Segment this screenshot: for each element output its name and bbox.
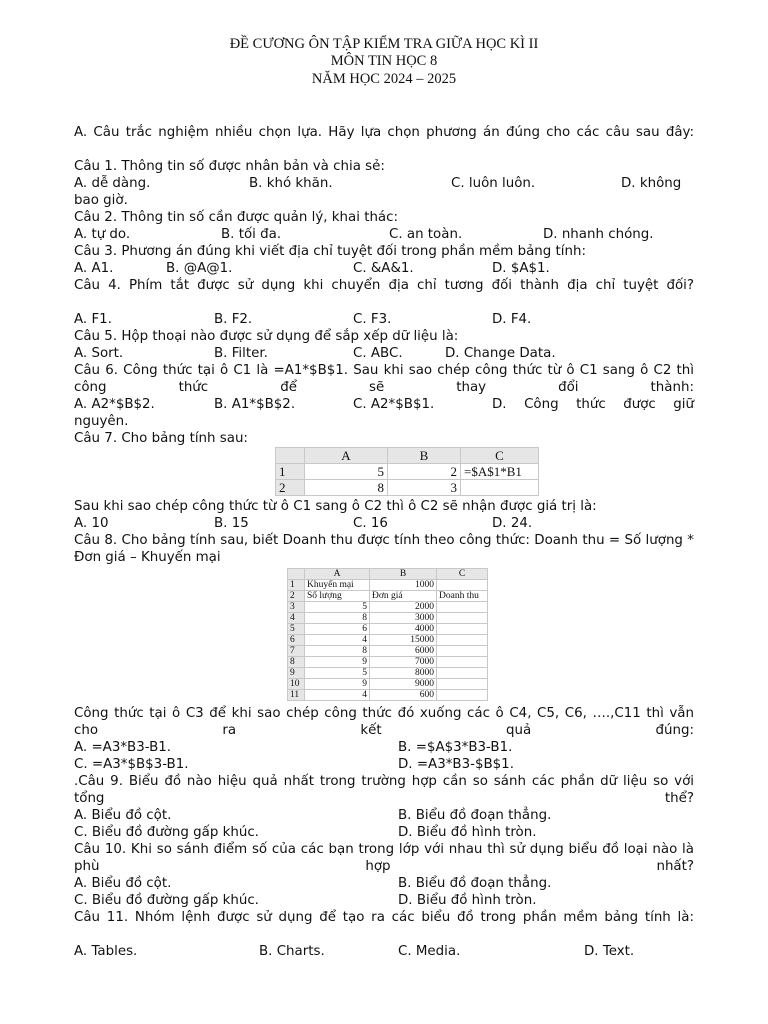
sheet1-col-c: C — [461, 448, 539, 464]
q2-option-b: B. tối đa. — [221, 227, 282, 242]
sheet2-row — [288, 635, 488, 646]
sheet2-cell: 4 — [305, 635, 370, 646]
sheet1-row-number: 2 — [276, 480, 305, 496]
q1-option-d: D. không — [621, 176, 682, 191]
sheet2-cell — [437, 624, 488, 635]
sheet2-row-number: 8 — [288, 657, 305, 668]
q6-option-a: A. A2*$B$2. — [74, 397, 155, 412]
sheet2-cell: 1000 — [370, 580, 437, 591]
sheet2-row — [288, 580, 488, 591]
sheet2-cell: 5 — [305, 602, 370, 613]
q5-option-d: D. Change Data. — [445, 346, 556, 361]
q11-option-d: D. Text. — [584, 944, 635, 959]
spreadsheet-q8 — [287, 568, 488, 701]
sheet2-row — [288, 668, 488, 679]
sheet2-cell — [437, 602, 488, 613]
sheet2-row — [288, 646, 488, 657]
spreadsheet-q7 — [275, 447, 539, 496]
question-11: Câu 11. Nhóm lệnh được sử dụng để tạo ra các biểu đồ trong phần mềm bảng tính là: — [74, 910, 694, 925]
sheet2-cell: 4 — [305, 690, 370, 701]
q1-option-d-continued: bao giờ. — [74, 193, 128, 208]
sheet2-row-number: 4 — [288, 613, 305, 624]
sheet2-cell: 9000 — [370, 679, 437, 690]
sheet2-col-a: A — [305, 569, 370, 580]
q4-option-d: D. F4. — [492, 312, 532, 327]
sheet1-row-number: 1 — [276, 464, 305, 480]
sheet2-cell — [437, 690, 488, 701]
sheet2-cell: 2000 — [370, 602, 437, 613]
q11-option-c: C. Media. — [398, 944, 461, 959]
sheet2-row-number: 1 — [288, 580, 305, 591]
doc-school-year: NĂM HỌC 2024 – 2025 — [311, 71, 457, 87]
q8-option-c: C. =A3*$B$3-B1. — [74, 757, 189, 772]
sheet1-cell-c2 — [461, 480, 539, 496]
sheet2-cell: 9 — [305, 679, 370, 690]
sheet2-cell: 8 — [305, 613, 370, 624]
q1-option-b: B. khó khăn. — [249, 176, 333, 191]
sheet2-cell — [437, 668, 488, 679]
sheet2-row-number: 10 — [288, 679, 305, 690]
question-8-prompt: Công thức tại ô C3 để khi sao chép công thức đó xuống các ô C4, C5, C6, ….,C11 thì vẫn cho ra kết quả đúng: — [74, 706, 694, 738]
q8-option-b: B. =$A$3*B3-B1. — [398, 740, 513, 755]
q6-option-d-continued: nguyên. — [74, 414, 129, 429]
q3-option-d: D. $A$1. — [492, 261, 550, 276]
question-5: Câu 5. Hộp thoại nào được sử dụng để sắp xếp dữ liệu là: — [74, 329, 459, 344]
sheet1-cell-b1: 2 — [388, 464, 461, 480]
q1-option-c: C. luôn luôn. — [451, 176, 536, 191]
q5-option-b: B. Filter. — [214, 346, 268, 361]
sheet2-cell — [437, 679, 488, 690]
q7-option-c: C. 16 — [353, 516, 388, 531]
sheet2-cell — [437, 657, 488, 668]
sheet2-cell: 6000 — [370, 646, 437, 657]
q4-option-c: C. F3. — [353, 312, 392, 327]
q6-option-c: C. A2*$B$1. — [353, 397, 435, 412]
q3-option-b: B. @A@1. — [166, 261, 233, 276]
question-8: Câu 8. Cho bảng tính sau, biết Doanh thu được tính theo công thức: Doanh thu = Số lượng * Đơn giá – Khuyến mại — [74, 533, 694, 565]
sheet2-cell: 15000 — [370, 635, 437, 646]
sheet2-cell: 6 — [305, 624, 370, 635]
sheet2-row-number: 5 — [288, 624, 305, 635]
question-9: .Câu 9. Biểu đồ nào hiệu quả nhất trong trường hợp cần so sánh các phần dữ liệu so với tổng thể? — [74, 774, 694, 806]
sheet2-cell: 9 — [305, 657, 370, 668]
question-1: Câu 1. Thông tin số được nhân bản và chia sẻ: — [74, 159, 385, 174]
sheet2-header-row — [288, 569, 488, 580]
q6-option-d: D. Công thức được giữ — [492, 397, 694, 412]
question-3: Câu 3. Phương án đúng khi viết địa chỉ tuyệt đối trong phần mềm bảng tính: — [74, 244, 587, 259]
sheet1-cell-c1: =$A$1*B1 — [461, 464, 539, 480]
sheet2-col-c: C — [437, 569, 488, 580]
sheet1-col-a: A — [305, 448, 388, 464]
sheet2-cell: Đơn giá — [370, 591, 437, 602]
q2-option-d: D. nhanh chóng. — [543, 227, 654, 242]
q10-option-b: B. Biểu đồ đoạn thẳng. — [398, 876, 552, 891]
q3-option-c: C. &A&1. — [353, 261, 414, 276]
q10-option-a: A. Biểu đồ cột. — [74, 876, 172, 891]
question-2: Câu 2. Thông tin số cần được quản lý, khai thác: — [74, 210, 399, 225]
sheet2-row-number: 11 — [288, 690, 305, 701]
sheet2-col-b: B — [370, 569, 437, 580]
q10-option-d: D. Biểu đồ hình tròn. — [398, 893, 537, 908]
q7-option-a: A. 10 — [74, 516, 109, 531]
sheet2-cell — [437, 580, 488, 591]
question-7: Câu 7. Cho bảng tính sau: — [74, 431, 248, 446]
sheet2-cell — [437, 646, 488, 657]
sheet1-row — [276, 464, 539, 480]
sheet1-cell-a2: 8 — [305, 480, 388, 496]
q5-option-a: A. Sort. — [74, 346, 124, 361]
q2-option-a: A. tự do. — [74, 227, 131, 242]
sheet2-cell: Số lượng — [305, 591, 370, 602]
q9-option-c: C. Biểu đồ đường gấp khúc. — [74, 825, 259, 840]
sheet2-cell: Doanh thu — [437, 591, 488, 602]
sheet1-cell-a1: 5 — [305, 464, 388, 480]
sheet2-cell — [437, 635, 488, 646]
sheet2-corner — [288, 569, 305, 580]
sheet1-row — [276, 480, 539, 496]
sheet2-cell — [437, 613, 488, 624]
sheet2-row-number: 3 — [288, 602, 305, 613]
sheet2-row-number: 2 — [288, 591, 305, 602]
section-a-instructions: A. Câu trắc nghiệm nhiều chọn lựa. Hãy lựa chọn phương án đúng cho các câu sau đây: — [74, 125, 694, 140]
q9-option-b: B. Biểu đồ đoạn thẳng. — [398, 808, 552, 823]
question-4: Câu 4. Phím tắt được sử dụng khi chuyển địa chỉ tương đối thành địa chỉ tuyệt đối? — [74, 278, 694, 293]
sheet2-row — [288, 624, 488, 635]
q8-option-a: A. =A3*B3-B1. — [74, 740, 172, 755]
q10-option-c: C. Biểu đồ đường gấp khúc. — [74, 893, 259, 908]
q3-option-a: A. A1. — [74, 261, 114, 276]
sheet2-row — [288, 679, 488, 690]
q4-option-a: A. F1. — [74, 312, 112, 327]
sheet1-cell-b2: 3 — [388, 480, 461, 496]
q1-option-a: A. dễ dàng. — [74, 176, 151, 191]
sheet2-row-number: 7 — [288, 646, 305, 657]
q9-option-d: D. Biểu đồ hình tròn. — [398, 825, 537, 840]
doc-subject: MÔN TIN HỌC 8 — [330, 53, 438, 69]
sheet2-cell: 5 — [305, 668, 370, 679]
sheet2-cell: 4000 — [370, 624, 437, 635]
sheet2-row-number: 9 — [288, 668, 305, 679]
q11-option-b: B. Charts. — [259, 944, 325, 959]
q8-option-d: D. =A3*B3-$B$1. — [398, 757, 514, 772]
sheet2-cell: 8000 — [370, 668, 437, 679]
sheet2-row — [288, 591, 488, 602]
q9-option-a: A. Biểu đồ cột. — [74, 808, 172, 823]
q6-option-b: B. A1*$B$2. — [214, 397, 296, 412]
doc-title: ĐỀ CƯƠNG ÔN TẬP KIỂM TRA GIỮA HỌC KÌ II — [229, 36, 539, 52]
sheet2-cell: 3000 — [370, 613, 437, 624]
q7-option-b: B. 15 — [214, 516, 249, 531]
sheet2-row — [288, 602, 488, 613]
sheet1-col-b: B — [388, 448, 461, 464]
q2-option-c: C. an toàn. — [389, 227, 463, 242]
question-7-prompt: Sau khi sao chép công thức từ ô C1 sang ô C2 thì ô C2 sẽ nhận được giá trị là: — [74, 499, 597, 514]
sheet2-row — [288, 613, 488, 624]
q11-option-a: A. Tables. — [74, 944, 138, 959]
sheet2-row — [288, 657, 488, 668]
sheet2-cell: Khuyến mại — [305, 580, 370, 591]
q7-option-d: D. 24. — [492, 516, 533, 531]
sheet2-row-number: 6 — [288, 635, 305, 646]
sheet2-cell: 7000 — [370, 657, 437, 668]
sheet1-header-row — [276, 448, 539, 464]
sheet2-cell: 600 — [370, 690, 437, 701]
q4-option-b: B. F2. — [214, 312, 253, 327]
sheet1-corner — [276, 448, 305, 464]
sheet2-row — [288, 690, 488, 701]
q5-option-c: C. ABC. — [353, 346, 403, 361]
question-10: Câu 10. Khi so sánh điểm số của các bạn trong lớp với nhau thì sử dụng biểu đồ loại nào là phù hợp nhất? — [74, 842, 694, 874]
question-6: Câu 6. Công thức tại ô C1 là =A1*$B$1. Sau khi sao chép công thức từ ô C1 sang ô C2 thì công thức để sẽ thay đổi thành: — [74, 363, 694, 395]
sheet2-cell: 8 — [305, 646, 370, 657]
